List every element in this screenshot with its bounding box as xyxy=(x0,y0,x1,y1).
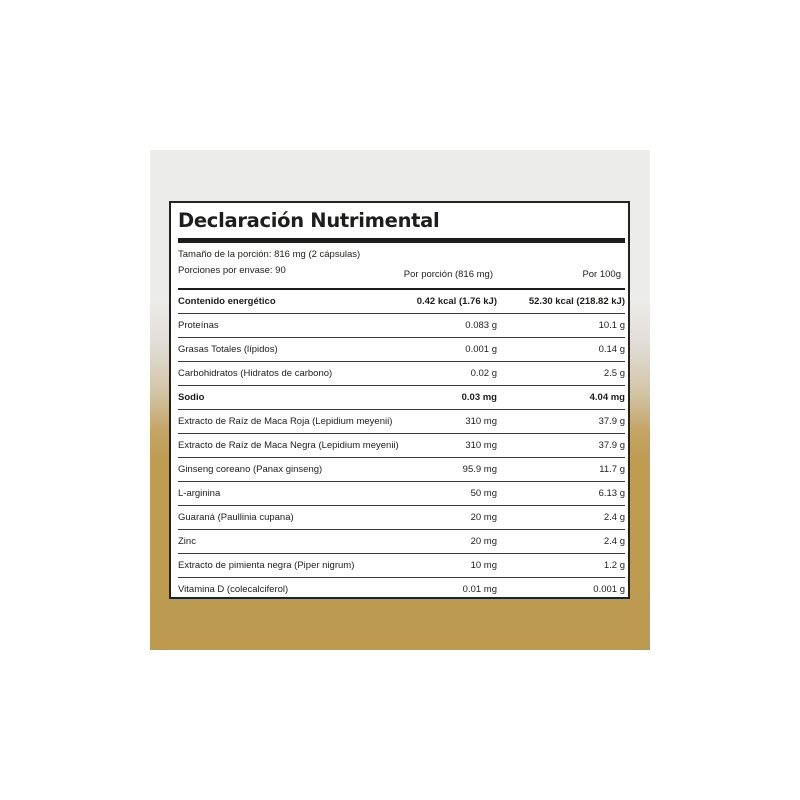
nutrient-name: L-arginina xyxy=(178,488,221,499)
per-serving-value: 310 mg xyxy=(465,416,497,427)
nutrient-name: Grasas Totales (lípidos) xyxy=(178,344,278,355)
nutrition-title: Declaración Nutrimental xyxy=(178,209,440,232)
per-serving-value: 20 mg xyxy=(470,536,497,547)
nutrient-name: Extracto de Raíz de Maca Negra (Lepidium meyenii) xyxy=(178,440,399,451)
nutrient-row-black-maca xyxy=(178,434,625,458)
nutrient-name: Extracto de pimienta negra (Piper nigrum) xyxy=(178,560,355,571)
nutrient-name: Sodio xyxy=(178,392,205,403)
nutrient-name: Extracto de Raíz de Maca Roja (Lepidium meyenii) xyxy=(178,416,393,427)
per-serving-value: 0.001 g xyxy=(465,344,497,355)
per-100g-value: 4.04 mg xyxy=(589,392,625,403)
per-serving-value: 95.9 mg xyxy=(462,464,497,475)
nutrient-row-guarana xyxy=(178,506,625,530)
per-serving-value: 0.02 g xyxy=(470,368,497,379)
nutrient-row-red-maca xyxy=(178,410,625,434)
per-serving-value: 10 mg xyxy=(470,560,497,571)
nutrient-row-vitamin-d xyxy=(178,578,625,601)
per-serving-value: 0.01 mg xyxy=(462,584,497,595)
nutrient-table xyxy=(178,288,625,601)
nutrient-row-ginseng xyxy=(178,458,625,482)
per-100g-value: 52.30 kcal (218.82 kJ) xyxy=(528,296,625,307)
per-serving-value: 310 mg xyxy=(465,440,497,451)
serving-size: Tamaño de la porción: 816 mg (2 cápsulas) xyxy=(178,249,361,260)
nutrition-facts-panel xyxy=(169,201,630,599)
per-serving-value: 0.03 mg xyxy=(461,392,497,403)
per-100g-value: 0.14 g xyxy=(598,344,625,355)
per-serving-value: 0.42 kcal (1.76 kJ) xyxy=(416,296,497,307)
per-100g-value: 2.4 g xyxy=(603,536,625,547)
nutrient-row-carbohydrates xyxy=(178,362,625,386)
per-100g-value: 2.4 g xyxy=(603,512,625,523)
nutrient-row-energy xyxy=(178,290,625,314)
column-header-per-100g: Por 100g xyxy=(582,269,621,280)
per-100g-value: 37.9 g xyxy=(598,416,625,427)
servings-per-container: Porciones por envase: 90 xyxy=(178,265,286,276)
nutrient-name: Proteínas xyxy=(178,320,219,331)
nutrient-row-sodium xyxy=(178,386,625,410)
per-serving-value: 50 mg xyxy=(470,488,497,499)
nutrient-name: Vitamina D (colecalciferol) xyxy=(178,584,289,595)
per-100g-value: 37.9 g xyxy=(598,440,625,451)
per-100g-value: 11.7 g xyxy=(599,464,625,475)
nutrient-row-fat xyxy=(178,338,625,362)
per-100g-value: 0.001 g xyxy=(593,584,625,595)
per-100g-value: 1.2 g xyxy=(603,560,625,571)
nutrient-name: Carbohidratos (Hidratos de carbono) xyxy=(178,368,333,379)
nutrient-row-protein xyxy=(178,314,625,338)
nutrient-name: Contenido energético xyxy=(178,296,276,307)
nutrient-row-l-arginine xyxy=(178,482,625,506)
per-100g-value: 10.1 g xyxy=(598,320,625,331)
nutrient-name: Guaraná (Paullinia cupana) xyxy=(178,512,294,523)
nutrient-name: Zinc xyxy=(178,536,196,547)
nutrient-row-zinc xyxy=(178,530,625,554)
column-header-per-serving: Por porción (816 mg) xyxy=(403,269,493,280)
per-serving-value: 0.083 g xyxy=(465,320,497,331)
per-100g-value: 6.13 g xyxy=(598,488,625,499)
title-divider xyxy=(178,238,625,243)
per-100g-value: 2.5 g xyxy=(603,368,625,379)
nutrient-name: Ginseng coreano (Panax ginseng) xyxy=(178,464,323,475)
nutrient-row-black-pepper xyxy=(178,554,625,578)
per-serving-value: 20 mg xyxy=(470,512,497,523)
